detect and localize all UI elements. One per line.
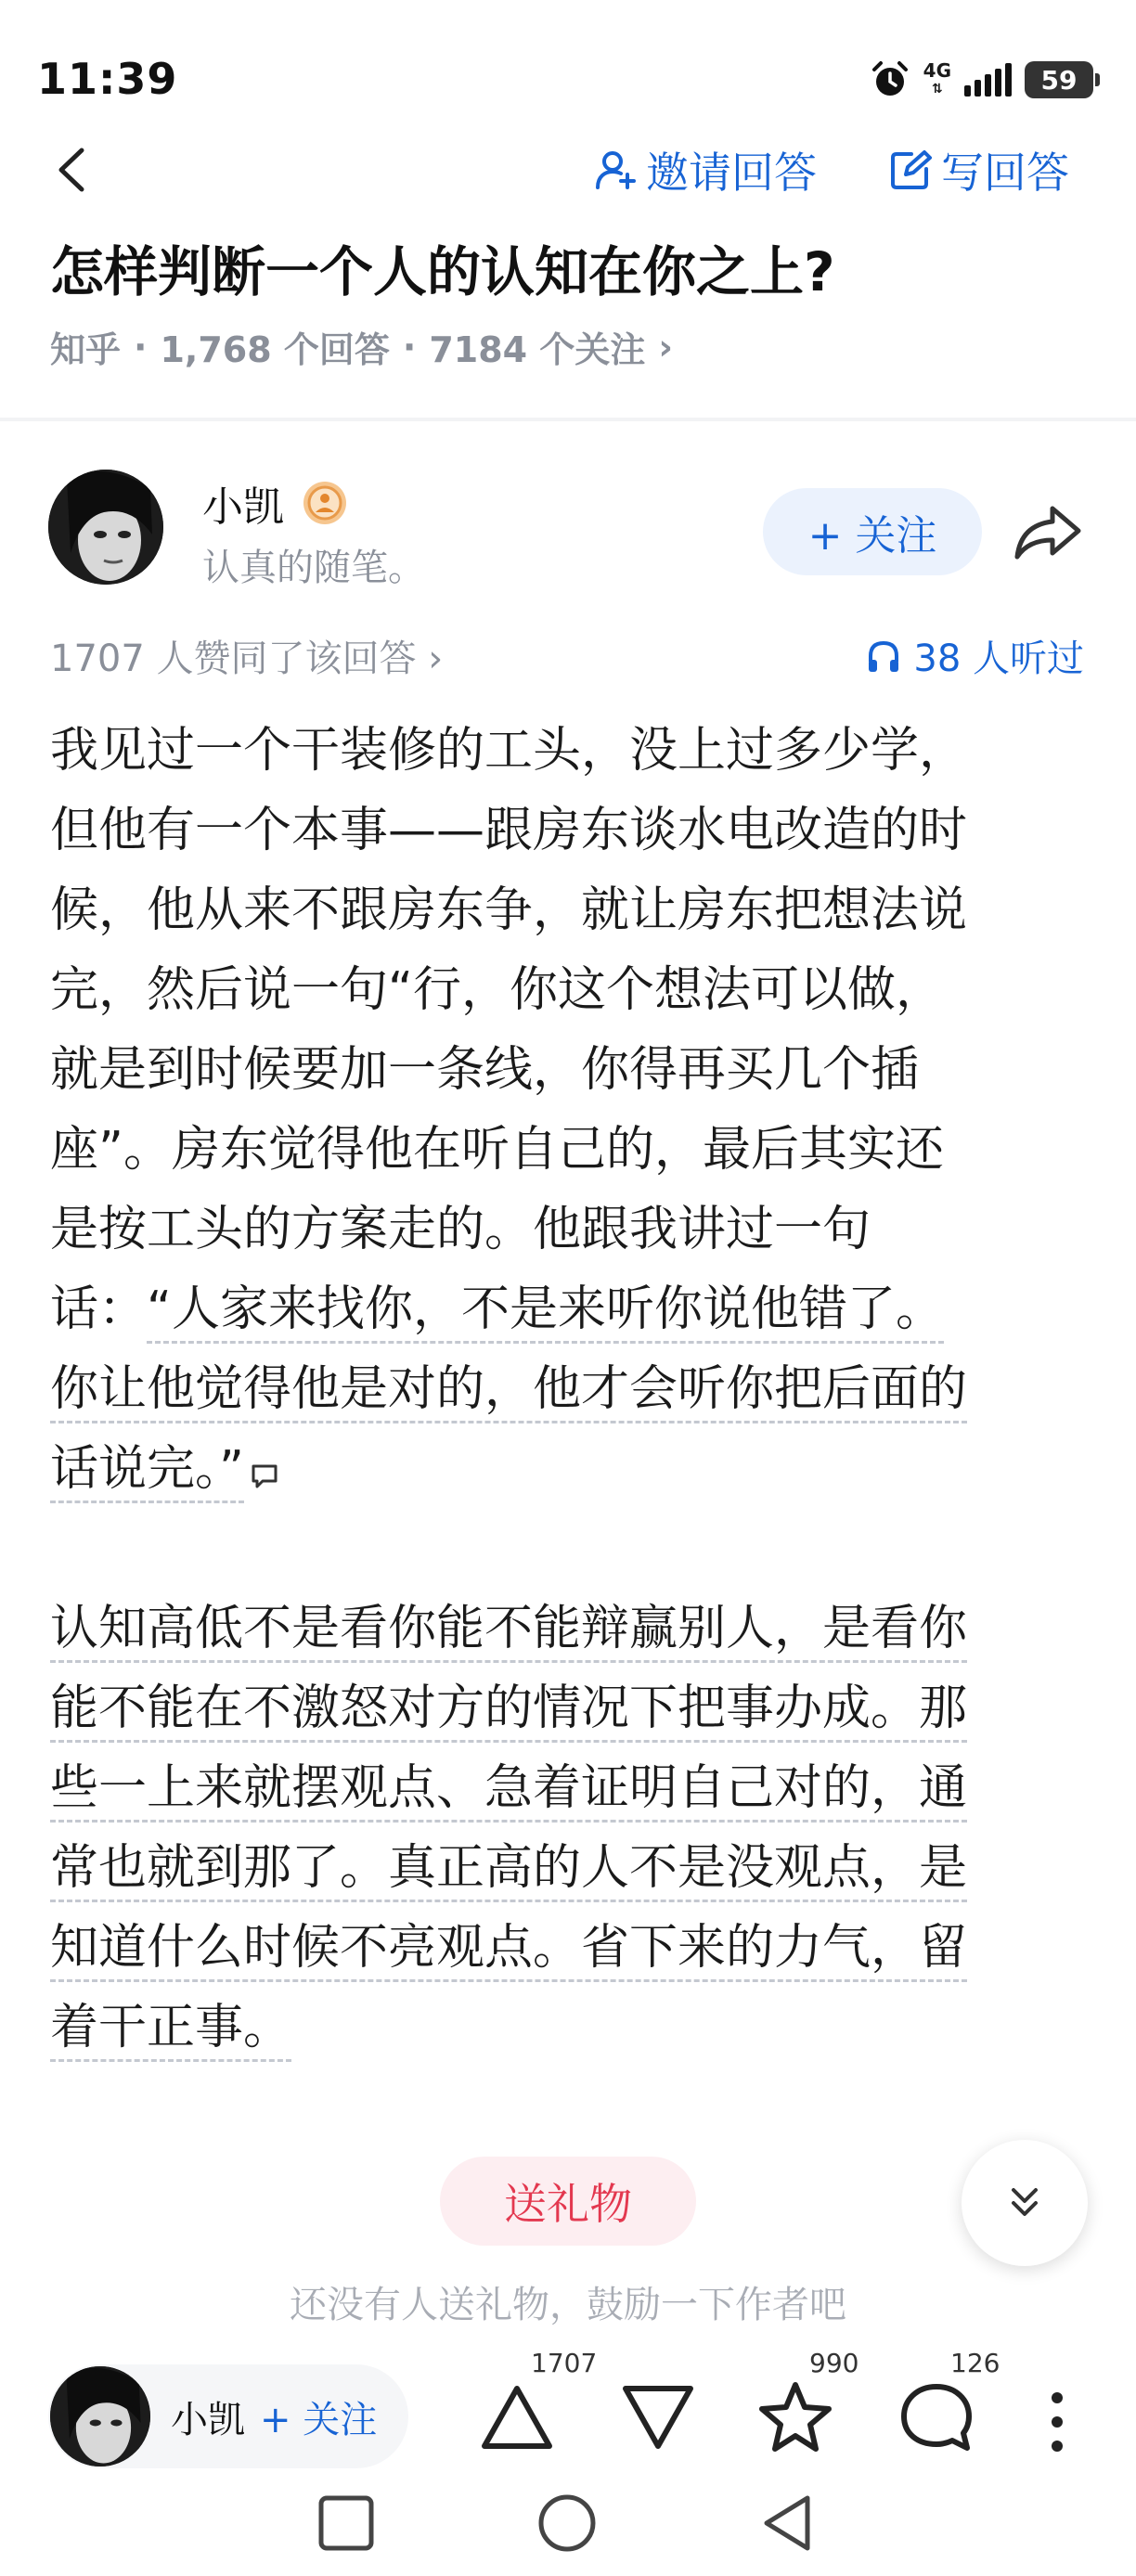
comment-button[interactable] xyxy=(895,2348,1000,2459)
article-line: 座”。房东觉得他在听自己的，最后其实还 xyxy=(50,1122,944,1178)
chevron-right-icon: › xyxy=(658,326,673,367)
answer-content xyxy=(50,711,1099,2067)
network-indicator xyxy=(923,61,951,98)
highlighted-quote[interactable]: “人家来找你，不是来听你说他错了。 xyxy=(147,1282,944,1344)
article-line: 我见过一个干装修的工头，没上过多少学， xyxy=(50,723,968,779)
listen-count-label: 38 人听过 xyxy=(913,638,1084,680)
section-divider xyxy=(0,418,1136,421)
highlighted-sentence[interactable]: 认知高低不是看你能不能辩赢别人，是看你 xyxy=(50,1601,967,1663)
downvote-triangle-icon xyxy=(616,2376,700,2459)
author-name-small: 小凯 xyxy=(171,2398,245,2441)
article-line xyxy=(50,1988,1099,2067)
author-name-row[interactable] xyxy=(202,473,349,533)
upvote-count: 1707 xyxy=(531,2348,598,2378)
avatar-portrait-icon xyxy=(48,470,163,585)
status-time: 11:39 xyxy=(37,54,178,104)
article-line xyxy=(50,1429,1099,1509)
highlighted-sentence[interactable]: 常也就到那了。真正高的人不是没观点，是 xyxy=(50,1840,967,1902)
more-vertical-icon[interactable] xyxy=(1043,2385,1071,2459)
comment-icon xyxy=(895,2376,978,2459)
data-arrows-icon: ⇅ xyxy=(931,82,943,97)
follower-count: 7184 个关注 xyxy=(429,329,646,370)
highlighted-sentence[interactable]: 些一上来就摆观点、急着证明自己对的，通 xyxy=(50,1760,967,1823)
status-bar xyxy=(0,0,1136,139)
author-avatar-small[interactable] xyxy=(50,2366,150,2467)
highlighted-sentence[interactable]: 能不能在不激怒对方的情况下把事办成。那 xyxy=(50,1681,967,1743)
author-avatar[interactable] xyxy=(48,470,163,585)
double-chevron-down-icon xyxy=(1004,2183,1045,2223)
home-icon[interactable] xyxy=(535,2491,600,2556)
back-arrow-icon[interactable] xyxy=(48,139,95,200)
downvote-button[interactable] xyxy=(616,2376,700,2459)
invite-answer-button[interactable] xyxy=(594,139,817,200)
listen-count[interactable] xyxy=(865,629,1084,682)
article-line: 但他有一个本事——跟房东谈水电改造的时 xyxy=(50,803,968,858)
article-line xyxy=(50,1589,1099,1668)
write-answer-label: 写回答 xyxy=(941,148,1069,198)
next-answer-button[interactable] xyxy=(962,2140,1088,2266)
highlighted-quote[interactable]: 话说完。” xyxy=(50,1441,244,1503)
bottom-action-bar xyxy=(0,2348,1136,2478)
signal-icon xyxy=(964,63,1012,97)
edit-icon xyxy=(889,148,932,191)
alarm-icon xyxy=(870,59,910,100)
article-line xyxy=(50,1908,1099,1988)
meta-separator: · xyxy=(134,326,148,367)
article-line: 话：“人家来找你，不是来听你说他错了。 xyxy=(50,1269,1099,1349)
question-title[interactable]: 怎样判断一个人的认知在你之上? xyxy=(50,240,835,303)
upvote-button[interactable] xyxy=(475,2348,598,2459)
answer-count: 1,768 个回答 xyxy=(160,329,390,370)
gift-hint: 还没有人送礼物，鼓励一下作者吧 xyxy=(290,2284,846,2326)
back-nav-icon[interactable] xyxy=(755,2491,820,2556)
favorite-count: 990 xyxy=(809,2348,859,2378)
author-pill[interactable] xyxy=(48,2364,408,2468)
article-line: 完，然后说一句“行，你这个想法可以做， xyxy=(50,962,944,1018)
battery-icon xyxy=(1025,61,1093,98)
highlighted-sentence[interactable]: 知道什么时候不亮观点。省下来的力气，留 xyxy=(50,1920,967,1982)
network-type: 4G xyxy=(923,59,951,82)
status-icons xyxy=(870,59,1093,100)
meta-separator: · xyxy=(402,326,417,367)
follow-button[interactable]: + 关注 xyxy=(763,488,982,575)
invite-person-icon xyxy=(594,148,637,191)
share-icon[interactable] xyxy=(1012,501,1084,562)
creator-badge-icon xyxy=(301,479,349,527)
article-line xyxy=(50,1349,1099,1429)
star-icon xyxy=(754,2376,837,2459)
comment-bubble-icon[interactable] xyxy=(250,1462,279,1490)
recent-apps-icon[interactable] xyxy=(314,2491,379,2556)
article-line: 候，他从来不跟房东争，就让房东把想法说 xyxy=(50,882,968,938)
highlighted-sentence[interactable]: 着干正事。 xyxy=(50,2000,291,2062)
article-line: 就是到时候要加一条线，你得再买几个插 xyxy=(50,1042,920,1098)
battery-level: 59 xyxy=(1040,64,1078,96)
highlighted-quote[interactable]: 你让他觉得他是对的，他才会听你把后面的 xyxy=(50,1361,967,1423)
author-bio: 认真的随笔。 xyxy=(202,547,425,589)
upvote-triangle-icon xyxy=(475,2376,559,2459)
paragraph-gap xyxy=(50,1509,1099,1589)
system-navigation-bar xyxy=(0,2478,1136,2576)
article-line xyxy=(50,1668,1099,1748)
headphones-icon xyxy=(865,638,902,675)
favorite-button[interactable] xyxy=(754,2348,859,2459)
question-source: 知乎 xyxy=(50,329,122,370)
article-line: 是按工头的方案走的。他跟我讲过一句 xyxy=(50,1202,871,1257)
send-gift-button[interactable]: 送礼物 xyxy=(440,2157,696,2246)
write-answer-button[interactable] xyxy=(889,139,1069,200)
follow-link[interactable]: + 关注 xyxy=(260,2398,378,2441)
question-meta[interactable] xyxy=(50,321,673,372)
author-name: 小凯 xyxy=(202,483,284,531)
article-line xyxy=(50,1828,1099,1908)
upvote-summary-link[interactable]: 1707 人赞同了该回答 › xyxy=(50,638,444,680)
article-line xyxy=(50,1748,1099,1828)
comment-count: 126 xyxy=(950,2348,1000,2378)
invite-answer-label: 邀请回答 xyxy=(646,148,817,198)
avatar-portrait-icon xyxy=(50,2366,150,2467)
